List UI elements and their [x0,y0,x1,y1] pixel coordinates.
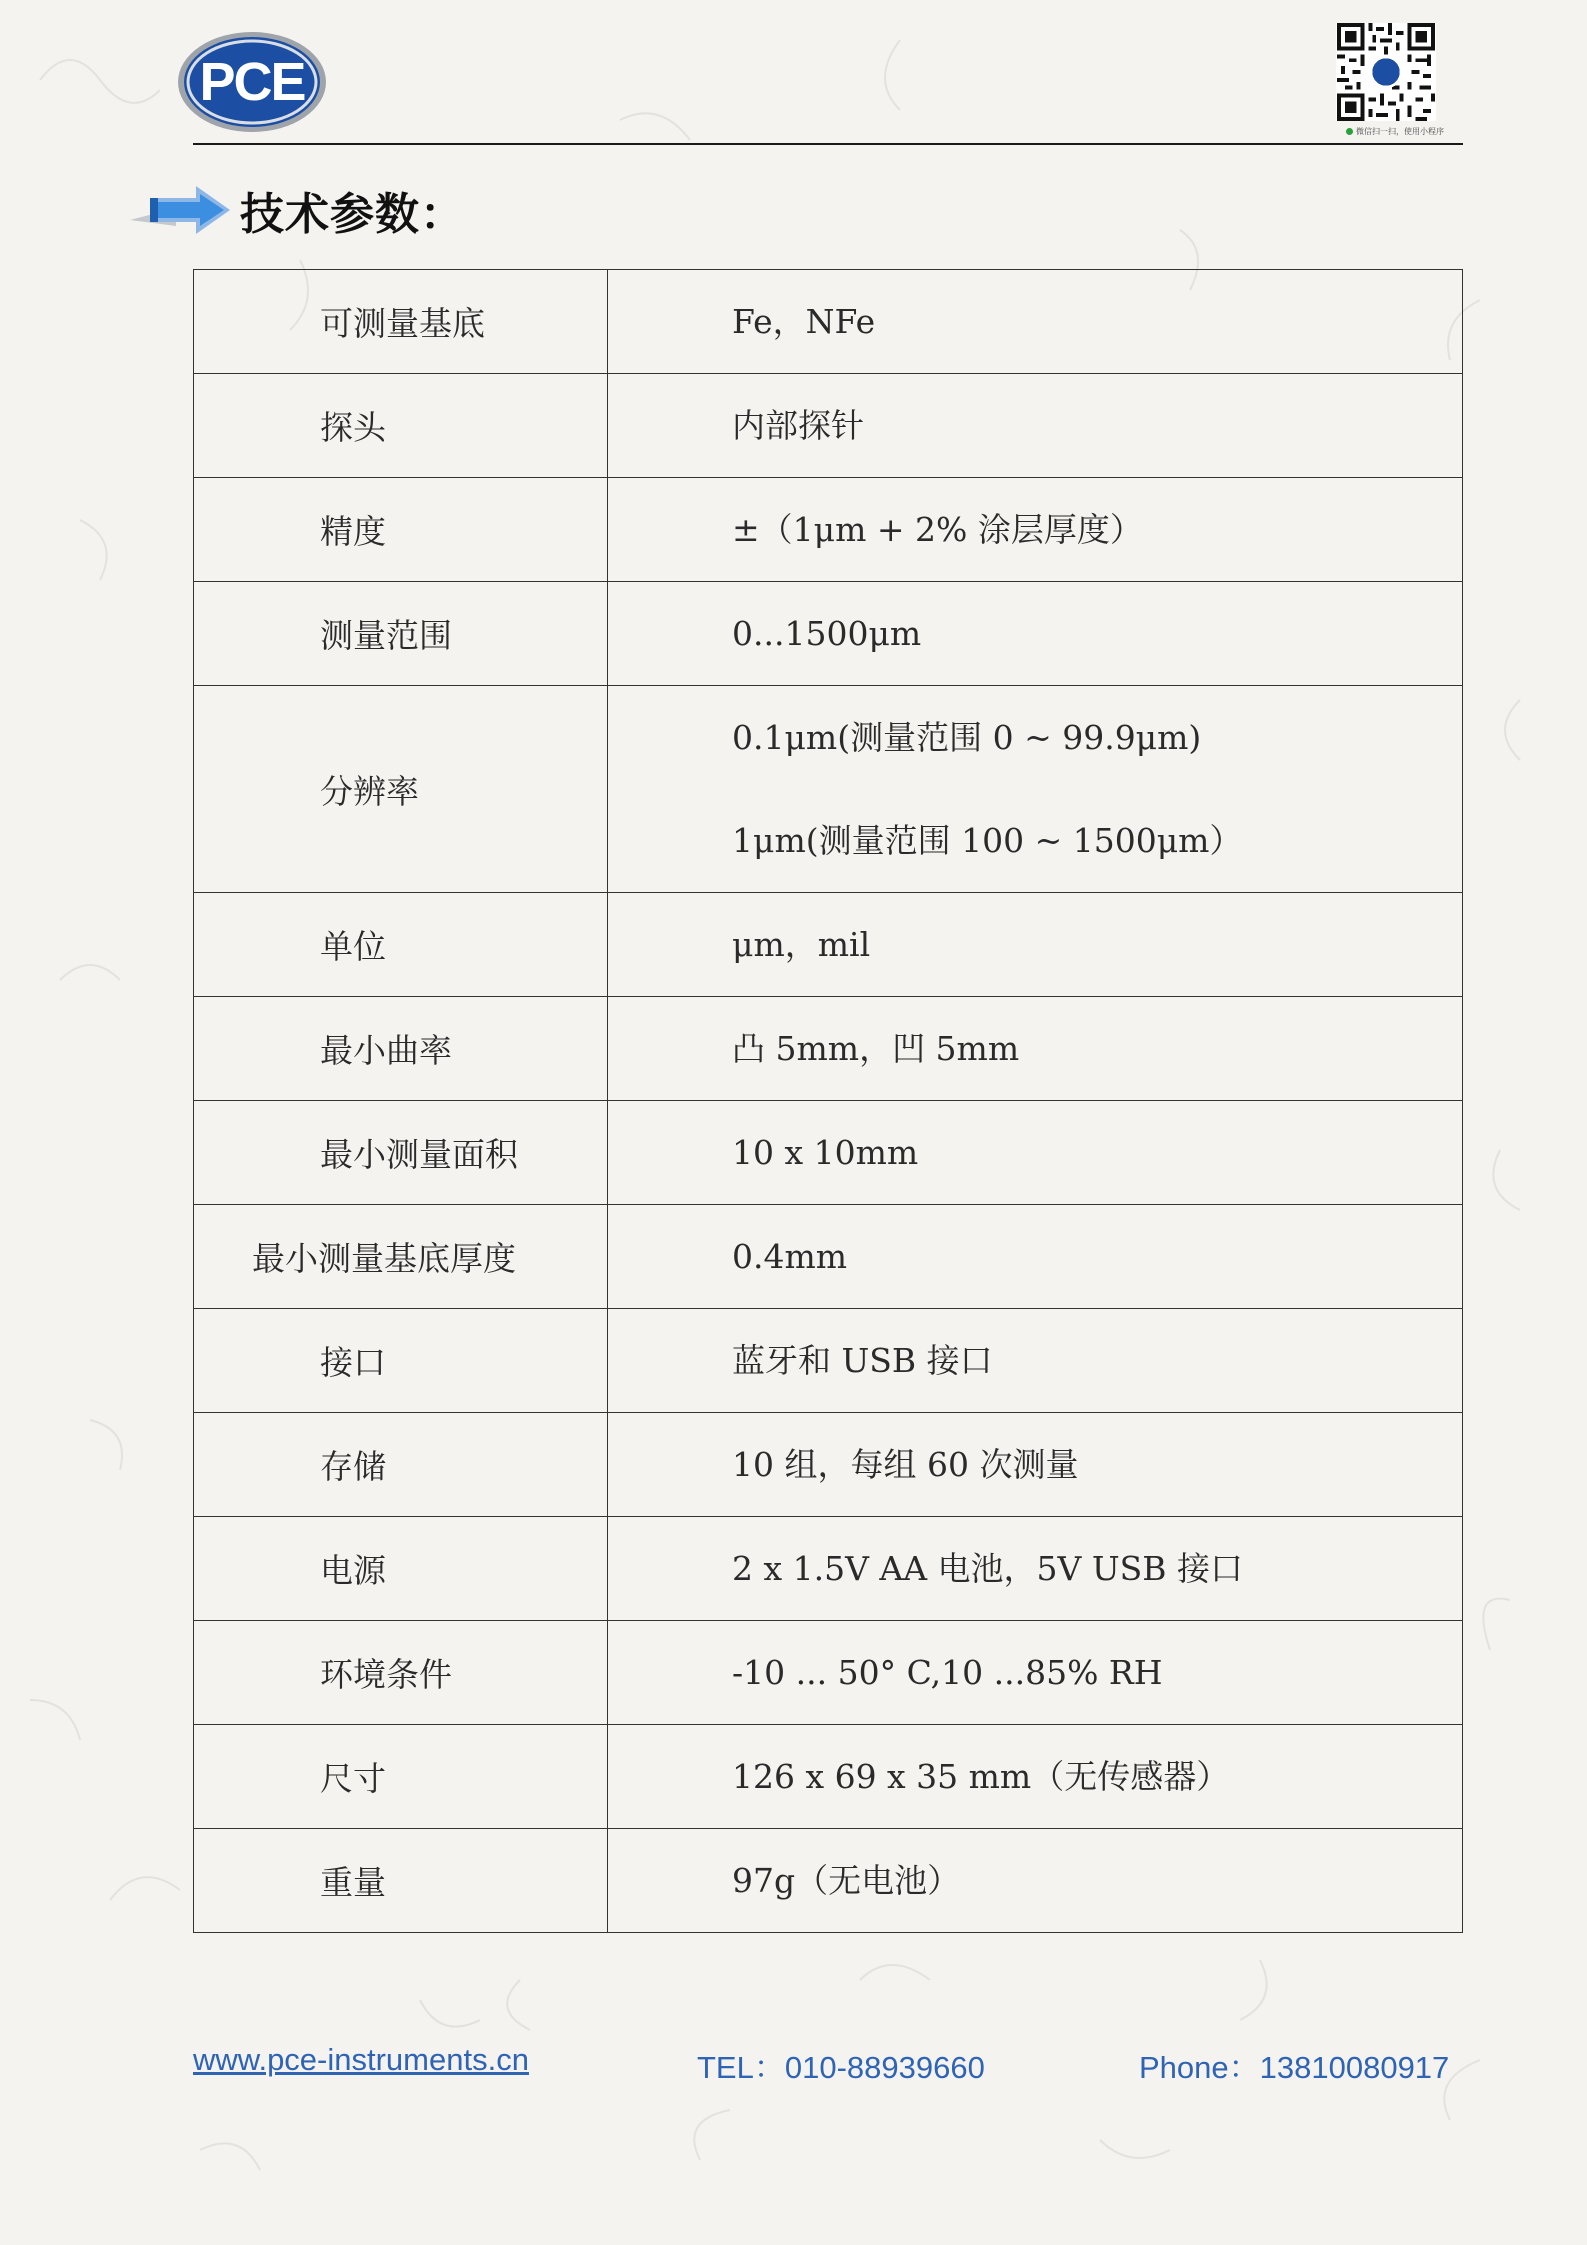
spec-label: 最小曲率 [194,997,608,1101]
website-link[interactable]: www.pce-instruments.cn [193,2042,529,2077]
spec-value-line: 10 x 10mm [732,1133,919,1172]
mini-program-icon [1346,128,1353,135]
spec-label: 最小测量面积 [194,1101,608,1205]
spec-label: 存储 [194,1413,608,1517]
telephone-number: TEL：010-88939660 [697,2050,985,2085]
logo-text: PCE [199,52,305,112]
spec-value-line: 内部探针 [732,406,864,445]
spec-value-line: 凸 5mm，凹 5mm [732,1029,1020,1068]
spec-label: 重量 [194,1829,608,1933]
spec-value-line: 1μm(测量范围 100 ~ 1500μm） [732,821,1243,860]
table-row [194,686,1463,893]
spec-value [608,582,1463,686]
table-row [194,374,1463,478]
table-row [194,270,1463,374]
spec-value-line: 97g（无电池） [732,1861,961,1900]
spec-label: 电源 [194,1517,608,1621]
mobile-phone-number: Phone：13810080917 [1139,2050,1450,2085]
spec-label: 测量范围 [194,582,608,686]
table-row [194,1309,1463,1413]
spec-value-line: 蓝牙和 USB 接口 [732,1341,993,1380]
spec-value-line: 126 x 69 x 35 mm（无传感器） [732,1757,1230,1796]
table-row [194,478,1463,582]
spec-value [608,1309,1463,1413]
spec-value-line: ±（1μm + 2% 涂层厚度） [732,510,1143,549]
spec-value [608,1829,1463,1933]
spec-table [193,269,1463,1933]
table-row [194,1725,1463,1829]
table-row [194,1413,1463,1517]
spec-value-line: 10 组，每组 60 次测量 [732,1445,1079,1484]
spec-value [608,374,1463,478]
spec-label: 分辨率 [194,686,608,893]
table-row [194,1517,1463,1621]
section-arrow-icon [130,180,234,240]
spec-label: 最小测量基底厚度 [194,1205,608,1309]
qr-caption [1346,126,1444,137]
table-row [194,893,1463,997]
spec-value [608,1413,1463,1517]
table-row [194,1829,1463,1933]
spec-value [608,997,1463,1101]
qr-caption-text: 微信扫一扫，使用小程序 [1356,127,1444,136]
spec-value [608,1101,1463,1205]
spec-label: 可测量基底 [194,270,608,374]
spec-label: 单位 [194,893,608,997]
table-row [194,997,1463,1101]
qr-code [1336,23,1436,121]
spec-value-line: 0.1μm(测量范围 0 ~ 99.9μm) [732,718,1202,757]
spec-value [608,1517,1463,1621]
spec-label: 尺寸 [194,1725,608,1829]
spec-label: 环境条件 [194,1621,608,1725]
spec-value-line: 0...1500μm [732,614,922,653]
spec-value [608,893,1463,997]
spec-label: 精度 [194,478,608,582]
spec-value [608,1205,1463,1309]
table-row [194,582,1463,686]
spec-value [608,270,1463,374]
spec-value-line: 0.4mm [732,1237,848,1276]
spec-value-line: -10 ... 50° C,10 ...85% RH [732,1653,1163,1692]
header-rule [193,143,1463,145]
spec-value-line: Fe，NFe [732,302,876,341]
spec-value [608,478,1463,582]
spec-value [608,1725,1463,1829]
spec-value [608,1621,1463,1725]
spec-label: 探头 [194,374,608,478]
spec-value-line: 2 x 1.5V AA 电池，5V USB 接口 [732,1549,1244,1588]
spec-value-line: μm，mil [732,925,871,964]
table-row [194,1205,1463,1309]
spec-label: 接口 [194,1309,608,1413]
spec-value [608,686,1463,893]
pce-logo [176,31,329,134]
section-title: 技术参数： [240,189,465,240]
table-row [194,1101,1463,1205]
table-row [194,1621,1463,1725]
